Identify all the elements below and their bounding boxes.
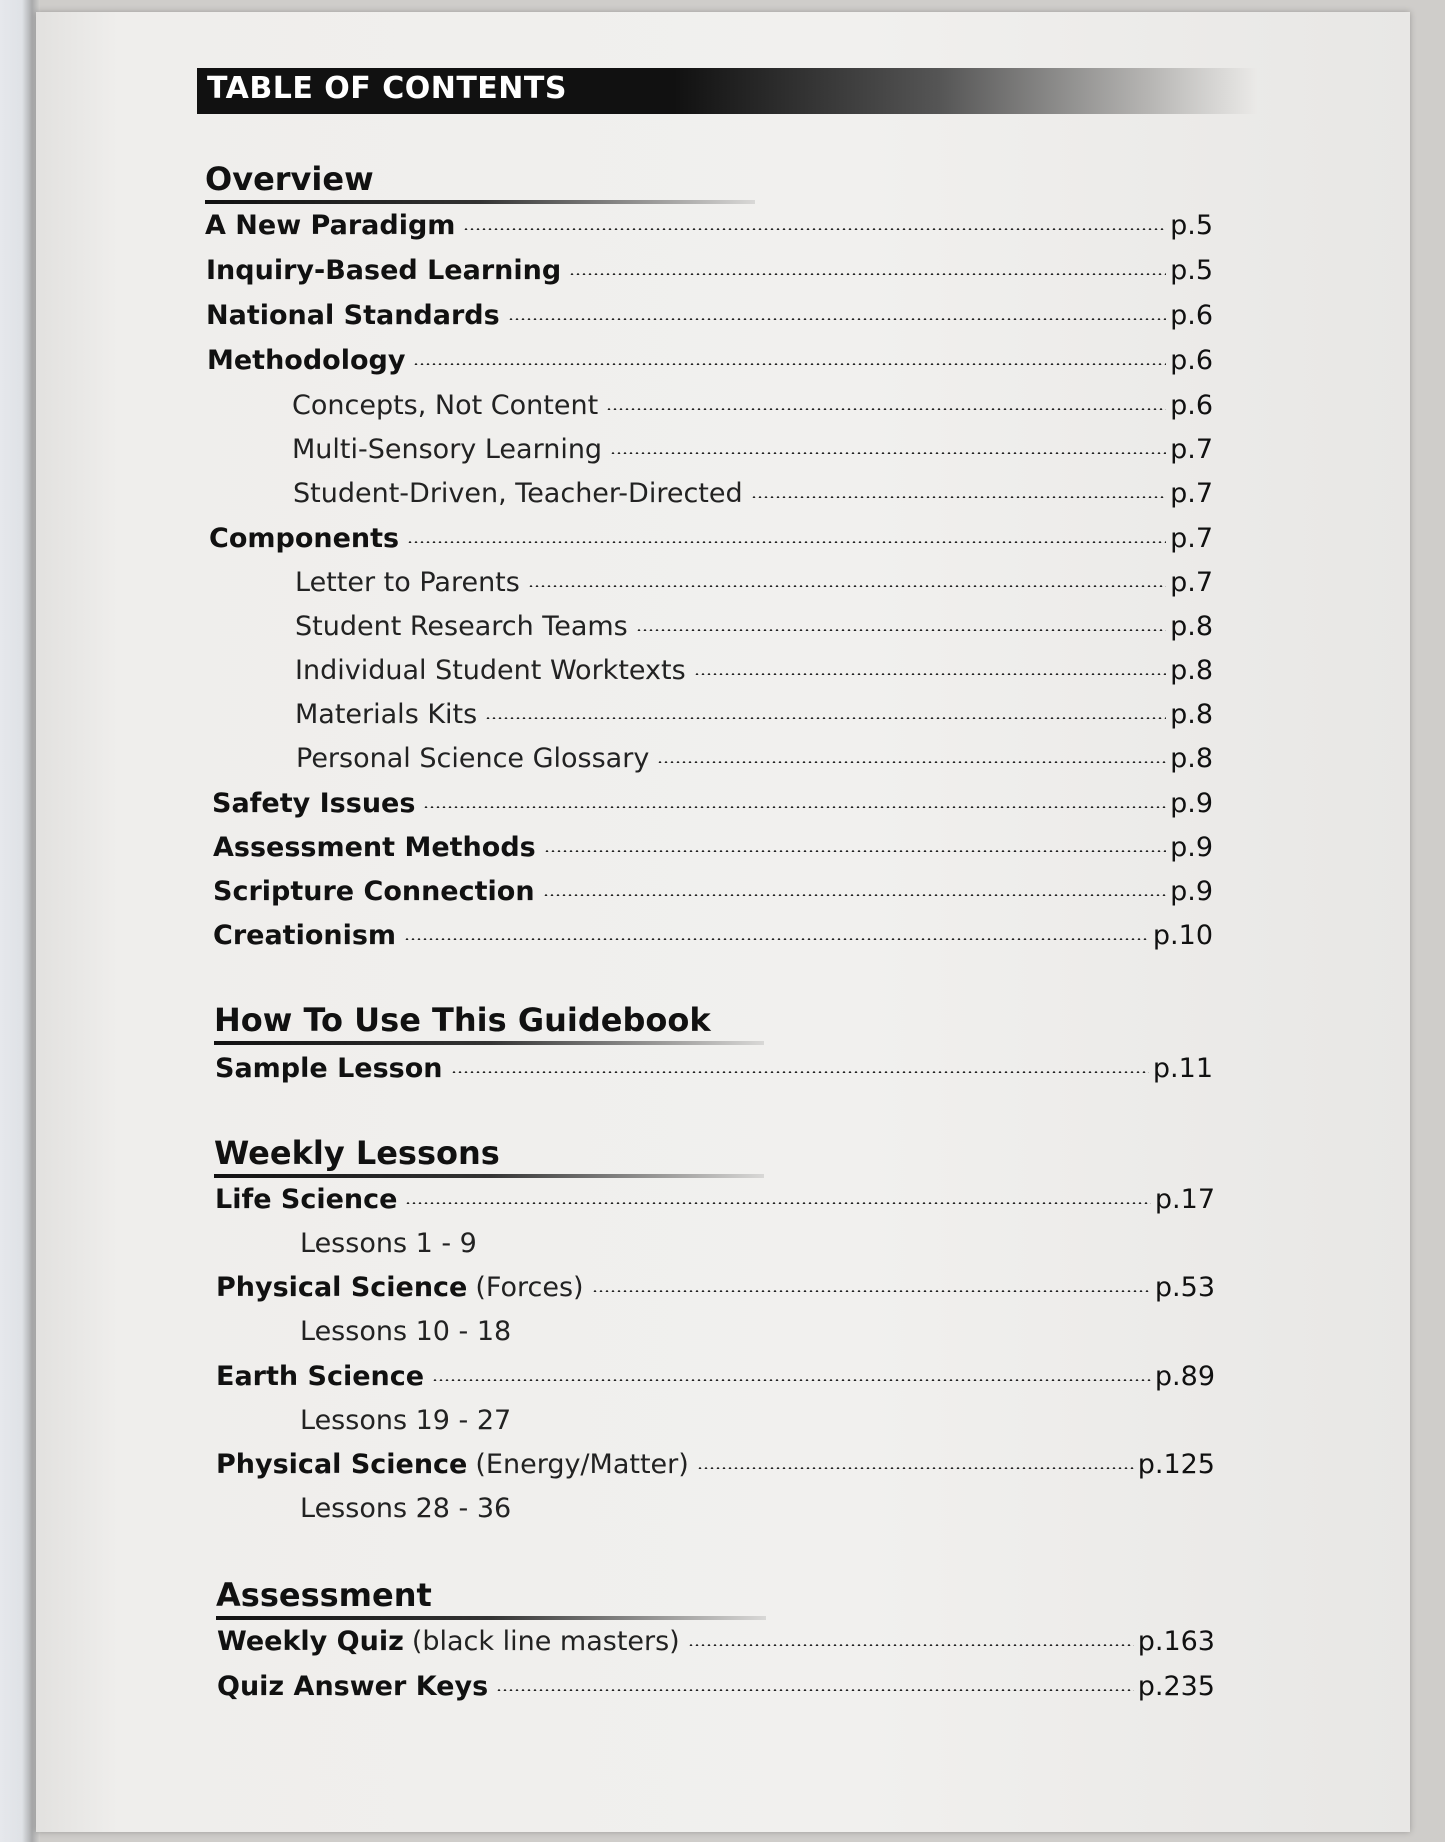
section-rule [216,1616,766,1620]
entry-label: Letter to Parents [295,567,520,598]
entry-page: p.235 [1137,1671,1215,1702]
leader-dots [606,408,1166,410]
entry-label: Inquiry-Based Learning [206,255,562,286]
leader-dots [496,1689,1134,1691]
entry-page: p.8 [1170,743,1213,774]
section-rule [214,1041,764,1045]
leader-dots [543,894,1167,896]
entry-subtitle: (Energy/Matter) [475,1449,689,1480]
entry-page: p.10 [1152,920,1213,951]
section-rule [214,1174,764,1178]
toc-entry[interactable] [215,1053,1213,1084]
entry-page: p.5 [1170,210,1213,241]
toc-entry[interactable] [217,1671,1215,1702]
toc-entry[interactable] [213,832,1213,863]
leader-dots [404,938,1149,940]
leader-dots [463,228,1166,230]
header-banner [197,68,1257,114]
entry-label: National Standards [206,300,500,331]
toc-subentry[interactable] [292,390,1213,421]
lessons-range: Lessons 10 - 18 [300,1316,512,1347]
entry-page: p.17 [1154,1184,1215,1215]
entry-label: Materials Kits [295,699,478,730]
entry-label: Student Research Teams [295,611,628,642]
toc-subentry[interactable] [293,478,1213,509]
entry-page: p.9 [1170,832,1213,863]
toc-entry[interactable] [209,523,1213,554]
leader-dots [694,673,1166,675]
toc-subentry[interactable] [295,567,1213,598]
toc-subentry[interactable] [296,743,1213,774]
entry-label: Physical Science [216,1272,468,1303]
leader-dots [405,1202,1150,1204]
book-spine [0,0,40,1842]
entry-page: p.7 [1170,478,1213,509]
leader-dots [432,1379,1151,1381]
page-title: TABLE OF CONTENTS [207,71,567,106]
leader-dots [697,1467,1134,1469]
toc-entry[interactable] [212,788,1213,819]
entry-page: p.163 [1137,1626,1215,1657]
toc-entry[interactable] [216,1272,1215,1303]
lessons-range: Lessons 28 - 36 [300,1493,512,1524]
entry-page: p.8 [1170,699,1213,730]
entry-label: Scripture Connection [213,876,535,907]
entry-subtitle: (black line masters) [411,1626,680,1657]
entry-label: Quiz Answer Keys [217,1671,489,1702]
entry-page: p.7 [1170,523,1213,554]
entry-label: Methodology [207,345,406,376]
toc-subentry[interactable] [295,699,1213,730]
entry-page: p.11 [1152,1053,1213,1084]
leader-dots [451,1071,1149,1073]
leader-dots [592,1290,1151,1292]
entry-page: p.6 [1170,345,1213,376]
leader-dots [751,496,1166,498]
toc-entry[interactable] [206,255,1213,286]
lessons-range: Lessons 1 - 9 [300,1228,477,1259]
toc-entry[interactable] [213,920,1213,951]
section-title: Assessment [216,1576,432,1614]
toc-entry[interactable] [213,876,1213,907]
leader-dots [508,318,1166,320]
section-title: Overview [205,160,374,198]
leader-dots [610,452,1166,454]
leader-dots [657,761,1166,763]
entry-page: p.9 [1170,876,1213,907]
entry-page: p.5 [1170,255,1213,286]
toc-subentry[interactable] [295,655,1213,686]
entry-page: p.9 [1170,788,1213,819]
entry-label: Student-Driven, Teacher-Directed [293,478,743,509]
toc-entry[interactable] [205,210,1213,241]
toc-subentry[interactable] [292,434,1213,465]
leader-dots [569,273,1166,275]
entry-label: A New Paradigm [205,210,456,241]
leader-dots [407,541,1166,543]
entry-page: p.53 [1154,1272,1215,1303]
entry-label: Personal Science Glossary [296,743,650,774]
leader-dots [413,363,1166,365]
toc-entry[interactable] [206,300,1213,331]
leader-dots [485,717,1166,719]
entry-page: p.7 [1170,434,1213,465]
entry-label: Multi-Sensory Learning [292,434,603,465]
leader-dots [423,806,1166,808]
entry-label: Safety Issues [212,788,416,819]
entry-page: p.6 [1170,300,1213,331]
leader-dots [636,629,1166,631]
toc-entry[interactable] [216,1361,1215,1392]
toc-entry[interactable] [216,1449,1215,1480]
toc-entry[interactable] [217,1626,1215,1657]
entry-label: Components [209,523,400,554]
entry-page: p.125 [1137,1449,1215,1480]
section-title: Weekly Lessons [214,1134,500,1172]
leader-dots [528,585,1166,587]
entry-page: p.7 [1170,567,1213,598]
section-rule [205,200,755,204]
entry-label: Earth Science [216,1361,425,1392]
entry-label: Concepts, Not Content [292,390,599,421]
entry-label: Physical Science [216,1449,468,1480]
leader-dots [688,1644,1134,1646]
entry-page: p.8 [1170,655,1213,686]
leader-dots [544,850,1166,852]
lessons-range: Lessons 19 - 27 [300,1405,512,1436]
section-title: How To Use This Guidebook [214,1001,711,1039]
entry-label: Sample Lesson [215,1053,443,1084]
entry-page: p.89 [1154,1361,1215,1392]
toc-entry[interactable] [215,1184,1215,1215]
entry-label: Creationism [213,920,397,951]
toc-subentry[interactable] [295,611,1213,642]
entry-page: p.6 [1170,390,1213,421]
toc-entry[interactable] [207,345,1213,376]
entry-label: Life Science [215,1184,398,1215]
entry-label: Individual Student Worktexts [295,655,686,686]
entry-subtitle: (Forces) [475,1272,584,1303]
entry-page: p.8 [1170,611,1213,642]
entry-label: Weekly Quiz [217,1626,404,1657]
entry-label: Assessment Methods [213,832,536,863]
